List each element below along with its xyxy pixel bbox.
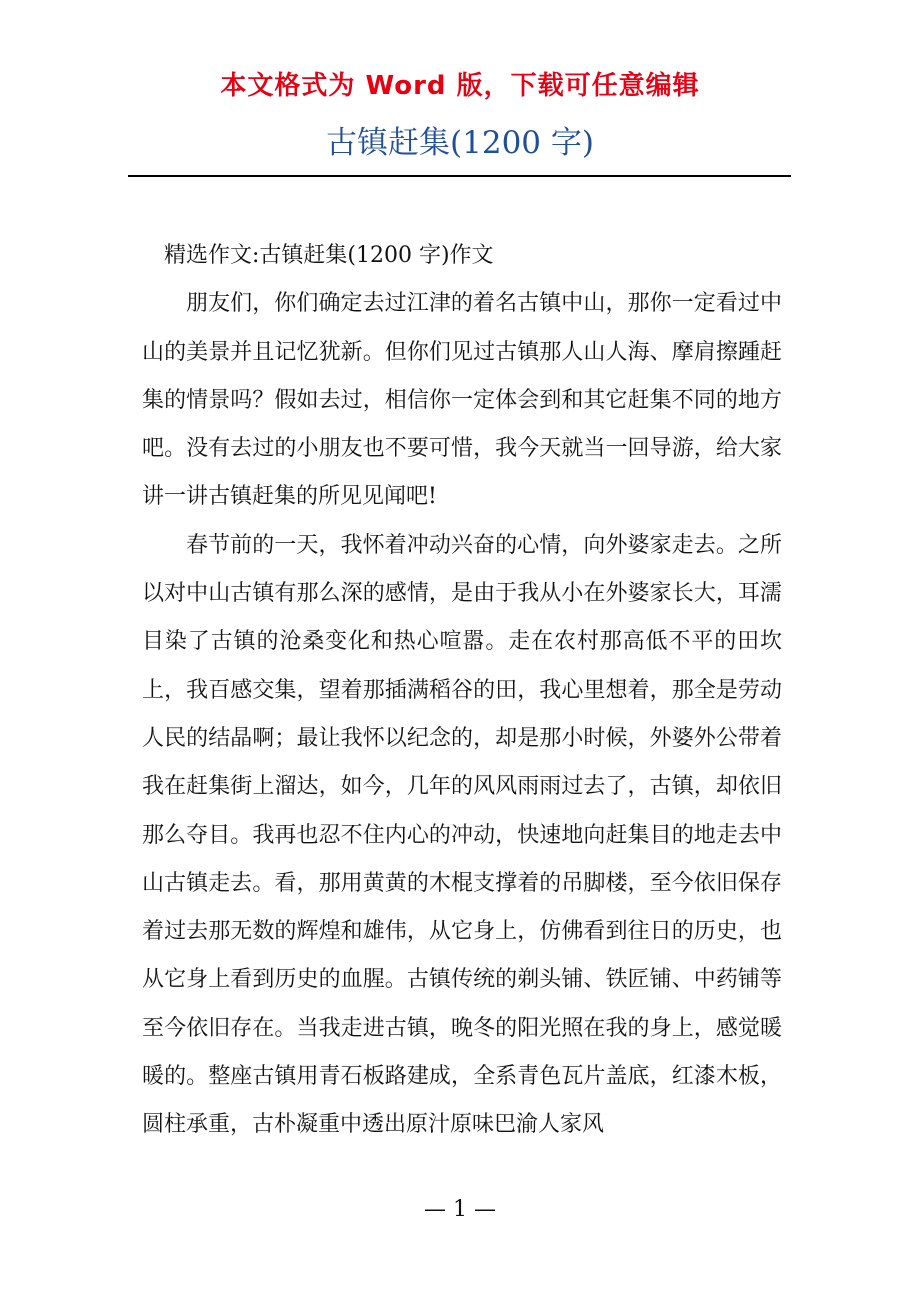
paragraph-1: 朋友们，你们确定去过江津的着名古镇中山，那你一定看过中山的美景并且记忆犹新。但你们见过古镇那人山人海、摩肩擦踵赶集的情景吗？假如去过，相信你一定体会到和其它赶集不同的地方吧。没有去过的小朋友也不要可惜，我今天就当一回导游，给大家讲一讲古镇赶集的所见见闻吧!	[142, 291, 782, 510]
article-body	[142, 232, 782, 1150]
article-lead: 精选作文:古镇赶集(1200 字)作文	[164, 243, 494, 268]
paragraph-2: 春节前的一天，我怀着冲动兴奋的心情，向外婆家走去。之所以对中山古镇有那么深的感情，是由于我从小在外婆家长大，耳濡目染了古镇的沧桑变化和热心喧嚣。走在农村那高低不平的田坎上，我百感交集，望着那插满稻谷的田，我心里想着，那全是劳动人民的结晶啊；最让我怀以纪念的，却是那小时候，外婆外公带着我在赶集街上溜达，如今，几年的风风雨雨过去了，古镇，却依旧那么夺目。我再也忍不住内心的冲动，快速地向赶集目的地走去中山古镇走去。看，那用黄黄的木棍支撑着的吊脚楼，至今依旧保存着过去那无数的辉煌和雄伟，从它身上，仿佛看到往日的历史，也从它身上看到历史的血腥。古镇传统的剃头铺、铁匠铺、中药铺等至今依旧存在。当我走进古镇，晚冬的阳光照在我的身上，感觉暖暖的。整座古镇用青石板路建成，全系青色瓦片盖底，红漆木板，圆柱承重，古朴凝重中透出原汁原味巴渝人家风	[142, 532, 782, 1138]
document-title: 古镇赶集(1200 字)	[326, 125, 594, 161]
page-number: — 1 —	[424, 1197, 496, 1222]
format-notice: 本文格式为 Word 版，下载可任意编辑	[220, 71, 700, 101]
title-divider	[128, 175, 791, 177]
